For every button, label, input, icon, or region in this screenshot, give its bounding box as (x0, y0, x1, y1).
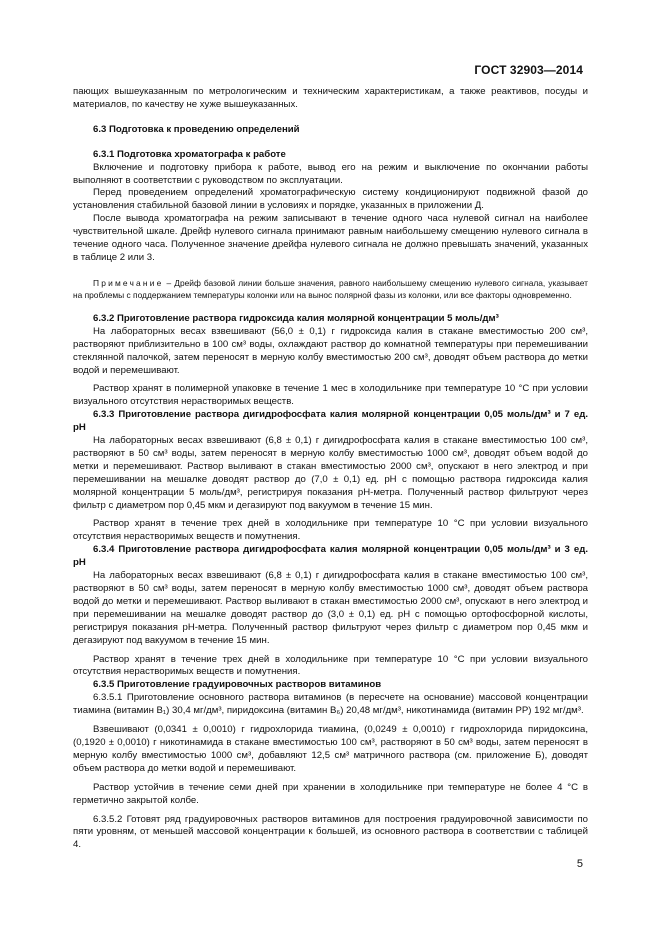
subsection-heading: 6.3.5 Приготовление градуировочных растворов витаминов (93, 679, 382, 691)
text-paragraph: Раствор хранят в полимерной упаковке в течение 1 мес в холодильнике при температуре 10 °С при условии визуального отсутствия нерастворимых веществ. (73, 383, 588, 408)
text-paragraph: пающих вышеуказанным по метрологическим и техническим характеристикам, а также реактивов, посуды и материалов, по качеству не хуже вышеуказанных. (73, 86, 588, 110)
text-paragraph: 6.3.5.1 Приготовление основного раствора витаминов (в пересчете на основание) массовой концентрации тиамина (витамин В₁) 30,4 мг/дм³, пиридоксина (витамин В₆) 20,48 мг/дм³, никотинамида (витамин РР) 192 мг/дм³. (73, 692, 588, 717)
text-paragraph: Перед проведением определений хроматографическую систему кондиционируют подвижной фазой до установления стабильной базовой линии в условиях и порядке, указанных в приложении Д. (73, 187, 588, 212)
note-paragraph (73, 277, 588, 301)
note-text: – Дрейф базовой линии больше значения, равного наибольшему смещению нулевого сигнала, указывает на проблемы с поддержанием температуры колонки или на вынос полярной фазы из колонки, или все факторы одновременно. (73, 277, 588, 300)
subsection-heading: 6.3.3 Приготовление раствора дигидрофосфата калия молярной концентрации 0,05 моль/дм³ и 7 ед. рН (73, 409, 588, 434)
text-paragraph: Раствор хранят в течение трех дней в холодильнике при температуре 10 °С при условии визуального отсутствия нерастворимых веществ и помутнения. (73, 653, 588, 678)
page-number: 5 (576, 858, 583, 870)
text-paragraph: На лабораторных весах взвешивают (6,8 ± 0,1) г дигидрофосфата калия в стакане вместимостью 100 см³, растворяют в 50 см³ воды, затем переносят в мерную колбу вместимостью 1000 см³, доводят объем раствора водой до метки и перемешивают. Раствор выливают в стакан вместимостью 2000 см³, опускают в него электрод и при перемешивании на мешалке доводят раствор до (3,0 ± 0,1) ед. рН с помощью ортофосфорной кислоты, регистрируя показания рН-метра. Полученный раствор фильтруют через фильтр с диаметром пор 0,45 мкм и дегазируют под вакуумом в течение 15 мин. (73, 570, 588, 646)
text-paragraph: На лабораторных весах взвешивают (56,0 ± 0,1) г гидроксида калия в стакане вместимостью 200 см³, растворяют приблизительно в 100 см³ воды, охлаждают раствор до комнатной температуры при перемешивании стеклянной палочкой, затем переносят в мерную колбу вместимостью 200 см³, доводят объем раствора до метки водой и перемешивают. (73, 325, 588, 376)
subsection-heading: 6.3.2 Приготовление раствора гидроксида калия молярной концентрации 5 моль/дм³ (93, 312, 499, 324)
text-paragraph: 6.3.5.2 Готовят ряд градуировочных растворов витаминов для построения градуировочной зависимости по пяти уровням, от меньшей массовой концентрации к большей, из основного раствора в соответствии с таблицей 4. (73, 813, 588, 851)
note-label: Примечание (93, 277, 164, 288)
text-paragraph: На лабораторных весах взвешивают (6,8 ± 0,1) г дигидрофосфата калия в стакане вместимостью 100 см³, растворяют в 50 см³ воды, затем переносят в мерную колбу вместимостью 1000 см³, доводят объем водой до метки и перемешивают. Раствор выливают в стакан вместимостью 2000 см³, опускают в него электрод и при перемешивании на мешалке доводят раствор до (7,0 ± 0,1) ед. рН с помощью раствора гидроксида калия молярной концентрации 5 моль/дм³, регистрируя показания рН-метра. Полученный раствор фильтруют через фильтр с диаметром пор 0,45 мкм и дегазируют под вакуумом в течение 15 мин. (73, 435, 588, 511)
text-paragraph: Раствор устойчив в течение семи дней при хранении в холодильнике при температуре не более 4 °С в герметично закрытой колбе. (73, 781, 588, 806)
subsection-heading: 6.3.1 Подготовка хроматографа к работе (93, 148, 286, 160)
text-paragraph: После вывода хроматографа на режим записывают в течение одного часа нулевой сигнал на наиболее чувствительной шкале. Дрейф нулевого сигнала принимают равным наибольшему смещению нулевого сигнала в течение одного часа. Полученное значение дрейфа нулевого сигнала не должно превышать значений, указанных в таблице 2 или 3. (73, 213, 588, 263)
document-body (73, 86, 588, 852)
text-paragraph: Взвешивают (0,0341 ± 0,0010) г гидрохлорида тиамина, (0,0249 ± 0,0010) г гидрохлорида пиридоксина, (0,1920 ± 0,0010) г никотинамида в стакане вместимостью 100 см³, растворяют в 50 см³ воды, затем переносят в мерную колбу вместимостью 1000 см³, добавляют 12,5 см³ матричного раствора (см. приложение Б), доводят объем раствора до метки водой и перемешивают. (73, 724, 588, 774)
section-heading: 6.3 Подготовка к проведению определений (93, 123, 300, 135)
standard-designation: ГОСТ 32903—2014 (474, 63, 583, 77)
text-paragraph: Раствор хранят в течение трех дней в холодильнике при температуре 10 °С при условии визуального отсутствия нерастворимых веществ и помутнения. (73, 518, 588, 543)
text-paragraph: Включение и подготовку прибора к работе, вывод его на режим и выключение по окончании работы выполняют в соответствии с руководством по эксплуатации. (73, 161, 588, 186)
subsection-heading: 6.3.4 Приготовление раствора дигидрофосфата калия молярной концентрации 0,05 моль/дм³ и 3 ед. рН (73, 544, 588, 569)
